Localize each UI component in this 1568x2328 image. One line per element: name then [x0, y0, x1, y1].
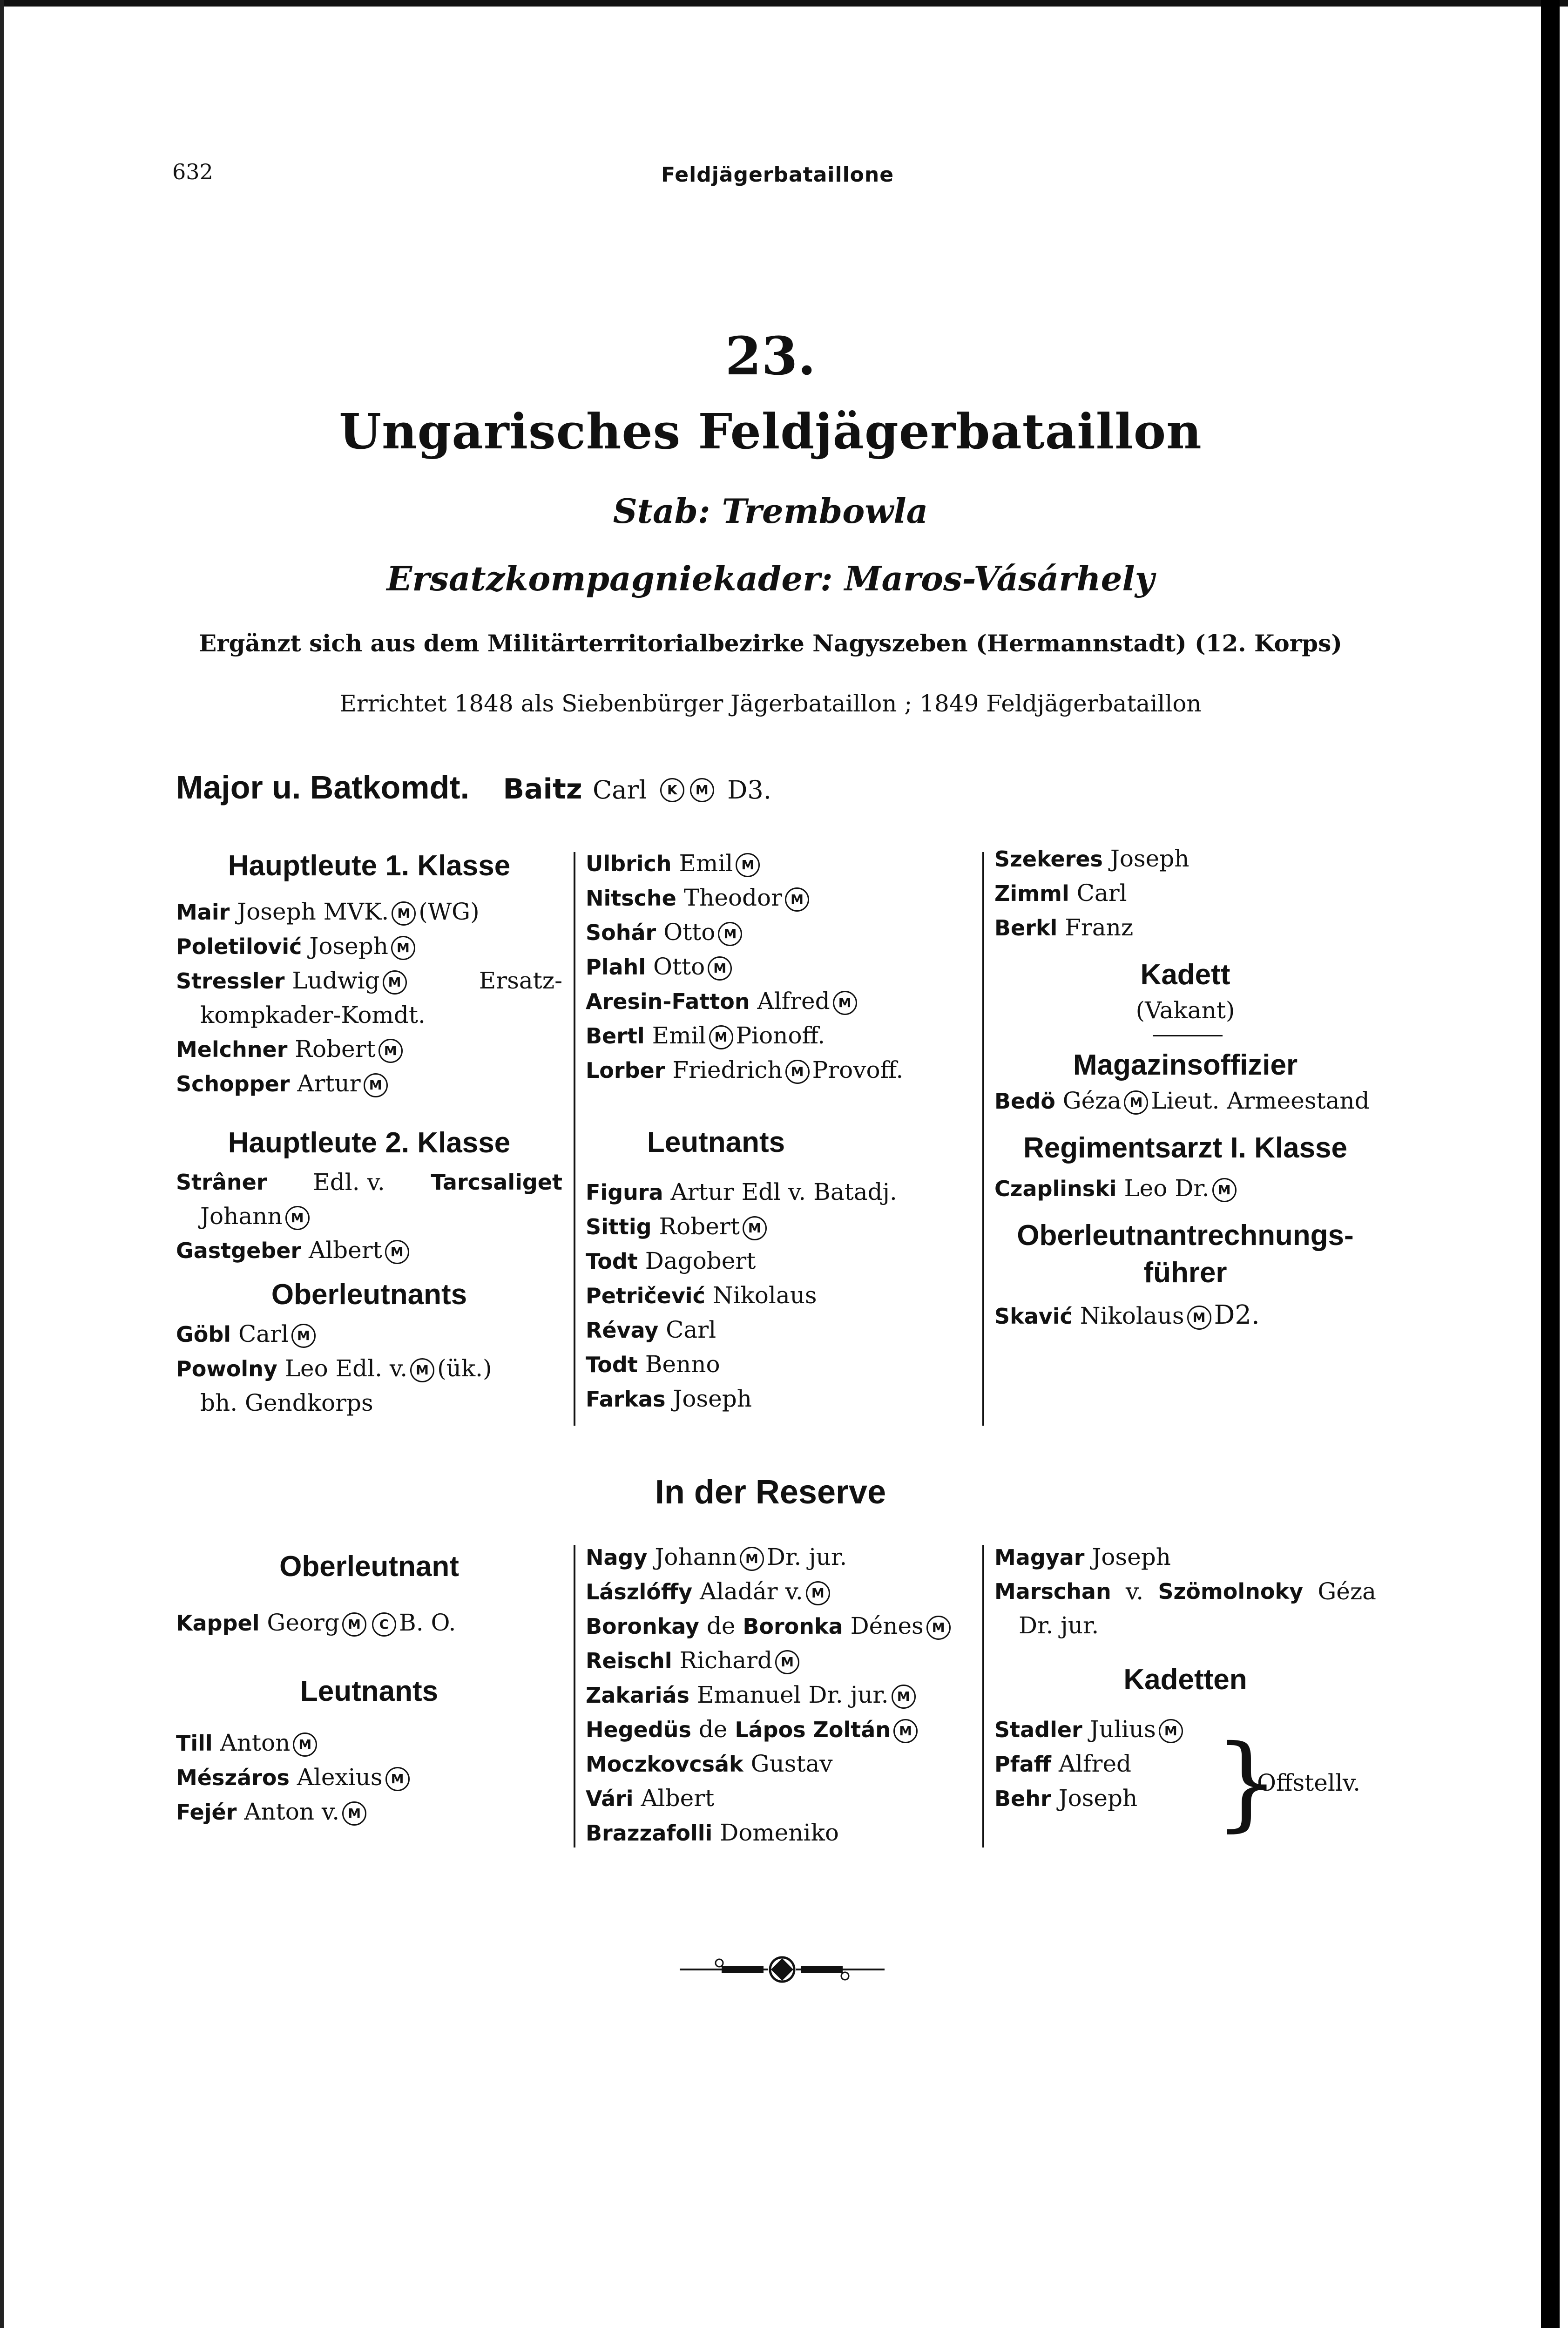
- major-suffix: D3.: [727, 775, 771, 805]
- officer-given: Richard: [679, 1647, 773, 1674]
- officer-surname: Strâner: [176, 1170, 267, 1195]
- officer-given: Anton v.: [244, 1798, 340, 1825]
- officer-surname: Fejér: [176, 1800, 237, 1825]
- officer-surname: Bedö: [994, 1089, 1055, 1114]
- officer-given: Carl: [1076, 880, 1127, 907]
- m-badge-icon: M: [833, 991, 857, 1015]
- officer-note: Lieut. Armeestand: [1151, 1087, 1370, 1114]
- officer-given: Joseph: [1110, 845, 1190, 872]
- k-badge-icon: K: [660, 778, 684, 802]
- major-surname: Baitz: [503, 773, 582, 805]
- officer-surname: Mair: [176, 900, 230, 925]
- officer-surname: Nagy: [586, 1545, 648, 1570]
- officer-given: Joseph: [309, 933, 388, 960]
- officer-surname: Powolny: [176, 1356, 277, 1381]
- scan-border-top: [0, 0, 1568, 7]
- officer-surname: Stressler: [176, 968, 285, 994]
- officer-surname: Melchner: [176, 1037, 288, 1062]
- m-badge-icon: M: [690, 778, 714, 802]
- reserve-column-2: [586, 1540, 972, 1850]
- officer-note: D2.: [1214, 1300, 1260, 1330]
- officer-surname: Kappel: [176, 1611, 260, 1636]
- ersatz-place: Maros-Vásárhely: [844, 559, 1155, 598]
- officer-surname-2: Szömolnoky: [1158, 1579, 1304, 1604]
- officer-surname: Lászlóffy: [586, 1579, 693, 1604]
- column-divider-1: [574, 852, 575, 1426]
- officer-given: Emil: [652, 1022, 706, 1049]
- scan-border-right: [1541, 0, 1560, 2328]
- officer-note: Dr. jur.: [766, 1543, 847, 1570]
- heading-reserve-leutnants: Leutnants: [300, 1675, 439, 1707]
- officer-surname: Brazzafolli: [586, 1820, 713, 1846]
- recruitment-line: Ergänzt sich aus dem Militärterritorialbezirke Nagyszeben (Hermannstadt) (12. Korps): [199, 629, 1342, 657]
- officer-given: Domeniko: [720, 1819, 839, 1846]
- officer-surname: Todt: [586, 1352, 638, 1377]
- officer-surname: Marschan: [994, 1579, 1111, 1604]
- officer-surname: Moczkovcsák: [586, 1752, 743, 1777]
- heading-oberleutnants: Oberleutnants: [271, 1279, 467, 1311]
- officer-given: Leo Dr.: [1124, 1175, 1210, 1202]
- m-badge-icon: M: [1187, 1306, 1211, 1330]
- running-title: Feldjägerbataillone: [661, 163, 894, 187]
- heading-rechnungsfuehrer-2: führer: [1143, 1257, 1227, 1289]
- officer-given: Benno: [645, 1351, 720, 1378]
- column-1: [176, 847, 562, 1420]
- officer-given: Carl: [238, 1320, 289, 1347]
- m-badge-icon: M: [391, 936, 415, 960]
- heading-magazinsoffizier: Magazinsoffizier: [1073, 1049, 1298, 1081]
- m-badge-icon: M: [775, 1650, 799, 1674]
- officer-note: (WG): [419, 898, 480, 925]
- officer-given: Gustav: [750, 1750, 833, 1777]
- m-badge-icon: M: [709, 1025, 733, 1049]
- officer-surname: Nitsche: [586, 886, 676, 911]
- officer-given: Aladár v.: [700, 1578, 803, 1605]
- officer-surname: Lorber: [586, 1058, 665, 1083]
- officer-given: Johann: [655, 1543, 737, 1570]
- m-badge-icon: M: [342, 1801, 366, 1826]
- officer-surname: Figura: [586, 1180, 663, 1205]
- officer-surname: Till: [176, 1731, 213, 1756]
- officer-surname: Sittig: [586, 1214, 652, 1239]
- officer-given: Ludwig: [292, 967, 380, 994]
- officer-note: (ük.): [437, 1355, 492, 1382]
- major-given: Carl: [592, 775, 647, 805]
- vakant-note: (Vakant): [1135, 997, 1235, 1024]
- m-badge-icon: M: [718, 922, 742, 946]
- heading-hauptleute-1: Hauptleute 1. Klasse: [228, 850, 511, 882]
- officer-surname: Révay: [586, 1318, 659, 1343]
- officer-given: Carl: [666, 1316, 716, 1343]
- officer-surname: Behr: [994, 1786, 1051, 1811]
- battalion-title: Ungarisches Feldjägerbataillon: [339, 403, 1202, 460]
- officer-surname: Aresin-Fatton: [586, 989, 750, 1014]
- officer-surname: Skavić: [994, 1304, 1073, 1329]
- officer-given: Johann: [200, 1203, 283, 1230]
- officer-surname: Szekeres: [994, 846, 1103, 872]
- m-badge-icon: M: [785, 887, 809, 912]
- officer-given: Géza: [1062, 1087, 1122, 1114]
- officer-surname: Reischl: [586, 1648, 672, 1673]
- officer-note-cont: kompkader-Komdt.: [200, 1002, 426, 1029]
- heading-rechnungsfuehrer-1: Oberleutnantrechnungs-: [1017, 1219, 1354, 1252]
- officer-given: Nikolaus: [712, 1282, 817, 1309]
- officer-surname: Berkl: [994, 915, 1058, 941]
- officer-surname-2: Boronka: [743, 1614, 843, 1639]
- officer-given: Nikolaus: [1080, 1302, 1184, 1329]
- officer-given: Julius: [1089, 1716, 1156, 1743]
- officer-surname: Vári: [586, 1786, 634, 1811]
- officer-given: Edl. v.: [313, 1169, 385, 1196]
- officer-surname: Farkas: [586, 1387, 666, 1412]
- officer-surname: Hegedüs: [586, 1717, 691, 1742]
- officer-given: Zoltán: [813, 1717, 891, 1742]
- officer-given: Emil: [679, 850, 733, 877]
- reserve-divider-2: [982, 1545, 984, 1848]
- stab-label: Stab:: [613, 491, 710, 531]
- m-badge-icon: M: [743, 1216, 767, 1240]
- reserve-column-1: [176, 1548, 562, 1829]
- m-badge-icon: M: [1124, 1090, 1148, 1115]
- m-badge-icon: M: [785, 1060, 810, 1084]
- officer-given: Alexius: [297, 1764, 383, 1791]
- officer-note-cont: bh. Gendkorps: [200, 1389, 373, 1416]
- officer-surname-2: Lápos: [735, 1717, 806, 1742]
- officer-given: Albert: [309, 1237, 382, 1264]
- column-2: [586, 846, 972, 1416]
- officer-given: Dénes: [850, 1612, 924, 1639]
- m-badge-icon: M: [364, 1073, 388, 1097]
- m-badge-icon: M: [892, 1685, 916, 1709]
- officer-given: Alfred: [1058, 1750, 1132, 1777]
- officer-given: Joseph: [1092, 1543, 1171, 1570]
- officer-given: Alfred: [757, 988, 830, 1015]
- officer-surname: Todt: [586, 1249, 638, 1274]
- m-badge-icon: M: [806, 1581, 830, 1605]
- heading-leutnants: Leutnants: [647, 1126, 785, 1158]
- heading-kadetten: Kadetten: [1123, 1664, 1247, 1696]
- heading-reserve: In der Reserve: [655, 1474, 886, 1511]
- m-badge-icon: M: [740, 1547, 764, 1571]
- m-badge-icon: M: [285, 1206, 310, 1230]
- ersatz-line: [0, 559, 1541, 598]
- m-badge-icon: M: [291, 1324, 316, 1348]
- m-badge-icon: M: [383, 970, 407, 995]
- officer-surname: Schopper: [176, 1071, 290, 1096]
- officer-surname: Zimml: [994, 881, 1069, 906]
- officer-surname: Petričević: [586, 1283, 705, 1308]
- officer-surname: Boronkay: [586, 1614, 699, 1639]
- officer-given: Joseph MVK.: [237, 898, 389, 925]
- officer-given: Theodor: [683, 884, 783, 911]
- m-badge-icon: M: [410, 1358, 434, 1382]
- officer-particle: de: [706, 1612, 736, 1639]
- officer-given: Emanuel Dr. jur.: [696, 1681, 889, 1708]
- officer-surname: Gastgeber: [176, 1238, 302, 1263]
- m-badge-icon: M: [1159, 1719, 1183, 1743]
- officer-surname-2: Tarcsaliget: [431, 1170, 562, 1195]
- officer-surname: Plahl: [586, 954, 646, 980]
- stab-place: Trembowla: [722, 491, 928, 531]
- officer-given: Otto: [663, 919, 716, 946]
- officer-given: Artur: [297, 1070, 361, 1097]
- m-badge-icon: M: [385, 1767, 410, 1791]
- officer-given: Dagobert: [645, 1247, 756, 1274]
- officer-surname: Zakariás: [586, 1683, 689, 1708]
- officer-given: Joseph: [673, 1385, 752, 1412]
- officer-given: Georg: [267, 1609, 339, 1636]
- m-badge-icon: M: [385, 1240, 409, 1264]
- officer-particle: v.: [1125, 1578, 1144, 1605]
- officer-surname: Poletilović: [176, 934, 302, 959]
- heading-hauptleute-2: Hauptleute 2. Klasse: [228, 1127, 511, 1159]
- officer-particle: de: [698, 1716, 728, 1743]
- m-badge-icon: M: [708, 956, 732, 981]
- m-badge-icon: M: [293, 1732, 317, 1757]
- officer-given: Franz: [1065, 914, 1134, 941]
- officer-note: Pionoff.: [736, 1022, 825, 1049]
- m-badge-icon: M: [378, 1039, 403, 1063]
- officer-given: Joseph: [1058, 1785, 1138, 1812]
- officer-surname: Czaplinski: [994, 1176, 1117, 1201]
- reserve-divider-1: [574, 1545, 575, 1848]
- officer-surname: Bertl: [586, 1023, 645, 1049]
- officer-note-cont: Dr. jur.: [1019, 1612, 1099, 1639]
- officer-given: Anton: [220, 1729, 291, 1756]
- major-row: [176, 768, 771, 806]
- stab-line: [0, 491, 1541, 531]
- c-badge-icon: C: [372, 1612, 396, 1637]
- history-line: Errichtet 1848 als Siebenbürger Jägerbataillon ; 1849 Feldjägerbataillon: [339, 690, 1202, 717]
- officer-surname: Pfaff: [994, 1752, 1052, 1777]
- m-badge-icon: M: [1212, 1178, 1237, 1202]
- officer-given: Albert: [641, 1785, 715, 1812]
- page-number: 632: [172, 159, 213, 184]
- m-badge-icon: M: [926, 1616, 951, 1640]
- officer-surname: Ulbrich: [586, 851, 672, 876]
- officer-given: Otto: [653, 953, 705, 980]
- heading-regimentsarzt: Regimentsarzt I. Klasse: [1023, 1132, 1348, 1164]
- officer-surname: Mészáros: [176, 1765, 290, 1790]
- officer-given: Robert: [295, 1035, 376, 1062]
- brace-icon: }: [1214, 1723, 1279, 1842]
- officer-given: Artur Edl v. Batadj.: [670, 1178, 897, 1205]
- officer-given: Robert: [659, 1213, 740, 1240]
- officer-given: Friedrich: [672, 1056, 783, 1083]
- major-label: Major u. Batkomdt.: [176, 769, 470, 805]
- officer-note: B. O.: [399, 1609, 456, 1636]
- officer-surname: Sohár: [586, 920, 656, 945]
- m-badge-icon: M: [392, 901, 416, 926]
- column-3: [994, 842, 1395, 1333]
- ornament-icon: [675, 1951, 889, 1988]
- officer-note: Provoff.: [812, 1056, 904, 1083]
- ersatz-label: Ersatzkompagniekader:: [386, 559, 833, 598]
- officer-surname: Göbl: [176, 1322, 231, 1347]
- officer-surname: Stadler: [994, 1717, 1082, 1742]
- m-badge-icon: M: [342, 1612, 366, 1637]
- heading-oberleutnant: Oberleutnant: [279, 1550, 459, 1583]
- battalion-number: 23.: [725, 326, 816, 387]
- m-badge-icon: M: [736, 853, 760, 877]
- officer-note: Ersatz-: [479, 967, 562, 994]
- kadetten-group-note: Offstellv.: [1257, 1769, 1361, 1796]
- officer-surname: Magyar: [994, 1545, 1085, 1570]
- officer-given: Leo Edl. v.: [284, 1355, 408, 1382]
- officer-given: Géza: [1318, 1578, 1376, 1605]
- m-badge-icon: M: [893, 1719, 918, 1743]
- heading-kadett: Kadett: [1140, 959, 1230, 991]
- column-divider-2: [982, 852, 984, 1426]
